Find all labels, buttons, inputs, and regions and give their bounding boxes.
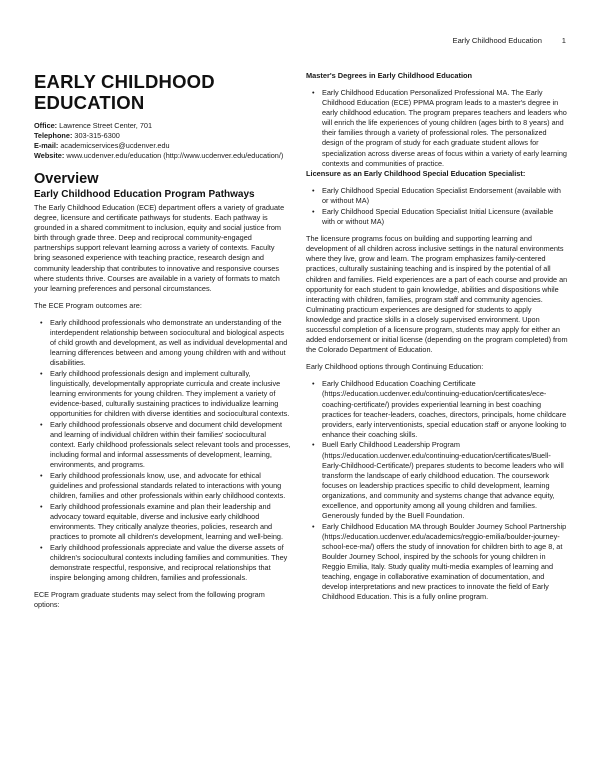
page-title: EARLY CHILDHOOD EDUCATION bbox=[34, 71, 215, 113]
telephone-value: 303-315-6300 bbox=[74, 131, 120, 140]
list-item: • Early childhood professionals observe and document child development and learning of individual children within their families' sociocultural context. Early childhood professionals select relevant tools and processes, including formal and informal assessments of development, learning, environments, and programs. bbox=[50, 420, 292, 470]
outcomes-list bbox=[34, 318, 292, 583]
continuing-intro: Early Childhood options through Continuing Education: bbox=[306, 362, 484, 372]
right-column bbox=[306, 71, 568, 603]
email-link[interactable]: academicservices@ucdenver.edu bbox=[60, 141, 170, 150]
licensure-heading: Licensure as an Early Childhood Special Education Specialist: bbox=[306, 169, 526, 179]
page-number: 1 bbox=[561, 36, 566, 45]
overview-intro: The Early Childhood Education (ECE) department offers a variety of graduate degree, licensure and certificate pathways for students. Each pathway is grounded in a shared commitment to inclusion, equity and social justice from birth through grade three. Deep and reciprocal community-engaged partnerships support relevant learning across a variety of contexts. Faculty bring seasoned experience with teaching practice, research design and community leadership that contributes to innovative and responsive courses where students thrive. Courses are available in a variety of formats to match your learning preferences and personal circumstances. bbox=[34, 203, 285, 293]
website-label: Website: bbox=[34, 151, 65, 160]
office-line bbox=[34, 121, 292, 131]
list-item: • Buell Early Childhood Leadership Program (https://education.ucdenver.edu/continuing-education/certificates/Buell-Early-Childhood-Certificate/) prepares students to become leaders who will transform the landscape of early childhood education. The coursework focuses on leadership practices specific to child development, learning organizations, and community and systems change that advance equity, excellence, and opportunity among all young children and families. Generously funded by the Buell Foundation. bbox=[322, 440, 568, 521]
list-item: • Early Childhood Education MA through Boulder Journey School Partnership (https://education.ucdenver.edu/academics/reggio-emilia/boulder-journey-school-ece-ma/) offers the study of innovation for children birth to age 8, at Boulder Journey School, inspired by the schools for young children in Reggio Emilia, Italy. Study quality multi-media examples of learning and teaching, engage in collaborative examination of documentation, and develop interpretations and new practices to innovate the field of Early Childhood Education. This is a fully online program. bbox=[322, 522, 568, 603]
list-item: • Early Childhood Education Personalized Professional MA. The Early Childhood Education (ECE) PPMA program leads to a master's degree in early childhood education. The program prepares teachers and leaders who will enrich the life experiences of young children (ages birth to 8 years) and their families through a variety of professional roles. The personalized design of the program of study for each graduate student allows for specialization across diverse areas of focus within a variety of early learning contexts and communities of practice. bbox=[322, 88, 568, 169]
overview-heading: Overview bbox=[34, 171, 99, 187]
list-item: • Early childhood professionals appreciate and value the diverse assets of children's sociocultural contexts including families and communities. They demonstrate respectful, responsive, and reciprocal relationships that inspire belonging among children, families and professionals. bbox=[50, 543, 292, 583]
telephone-label: Telephone: bbox=[34, 131, 73, 140]
pathways-subheading: Early Childhood Education Program Pathways bbox=[34, 189, 255, 200]
masters-list bbox=[306, 88, 568, 169]
pathways-intro: ECE Program graduate students may select from the following program options: bbox=[34, 589, 265, 609]
continuing-list bbox=[306, 379, 568, 602]
list-item: • Early childhood professionals design and implement culturally, linguistically, developmentally appropriate curricula and create inclusive learning environments for young children. They implement a variety of evidence-based, culturally sustaining practices to individualize learning opportunities for children with diverse identities and sociocultural contexts. bbox=[50, 369, 292, 419]
office-value: Lawrence Street Center, 701 bbox=[59, 121, 153, 130]
list-item: • Early Childhood Special Education Specialist Endorsement (available with or without MA) bbox=[322, 186, 568, 206]
list-item: • Early Childhood Special Education Specialist Initial Licensure (available with or without MA) bbox=[322, 207, 568, 227]
list-item: • Early childhood professionals examine and plan their leadership and advocacy toward equitable, diverse and inclusive early childhood environments. They critically analyze theories, policies, research and practices to promote all children's development, learning and well-being. bbox=[50, 502, 292, 542]
telephone-line bbox=[34, 131, 292, 141]
licensure-description: The licensure programs focus on building and supporting learning and development of all children across inclusive settings in the natural environments where they live, grow and learn. The program emphasizes family-centered practices, culturally sustaining teaching and is inspired by the potential of all children and families. Field experiences are a part of each course and provide an opportunity for each student to gain knowledge, abilities and dispositions while interacting with children, families, program staff and community agencies. Culminating practicum experiences are designed for students to apply knowledge and practice skills in a closely supervised environment. Upon successful completion of a licensure program, students may apply for either an added endorsement or initial license (depending on the program completed) from the Colorado Department of Education. bbox=[306, 234, 568, 355]
office-label: Office: bbox=[34, 121, 58, 130]
licensure-list bbox=[306, 186, 568, 227]
email-label: E-mail: bbox=[34, 141, 59, 150]
masters-heading: Master's Degrees in Early Childhood Education bbox=[306, 71, 473, 80]
website-line bbox=[34, 151, 292, 161]
website-link[interactable]: www.ucdenver.edu/education (http://www.ucdenver.edu/education/) bbox=[66, 151, 284, 160]
contact-block bbox=[34, 121, 292, 161]
outcomes-intro: The ECE Program outcomes are: bbox=[34, 300, 142, 310]
list-item: • Early Childhood Education Coaching Certificate (https://education.ucdenver.edu/continuing-education/certificates/ece-coaching-certificate/) provides experiential learning in best coaching practices for teacher-leaders, coaches, directors, principals, home childcare providers, early interventionists, special education staff or anyone looking to enhance their coaching skills. bbox=[322, 379, 568, 440]
running-header-title: Early Childhood Education bbox=[452, 36, 542, 45]
email-line bbox=[34, 141, 292, 151]
list-item: • Early childhood professionals who demonstrate an understanding of the interdependent relationship between sociocultural and biological aspects of child growth and development, as well as individual developmental and learning differences between and among young children with and without disabilities. bbox=[50, 318, 292, 368]
list-item: • Early childhood professionals know, use, and advocate for ethical guidelines and professional standards related to interactions with young children, families and other professionals within early childhood contexts. bbox=[50, 471, 292, 501]
running-header bbox=[0, 36, 600, 48]
left-column bbox=[34, 71, 292, 610]
